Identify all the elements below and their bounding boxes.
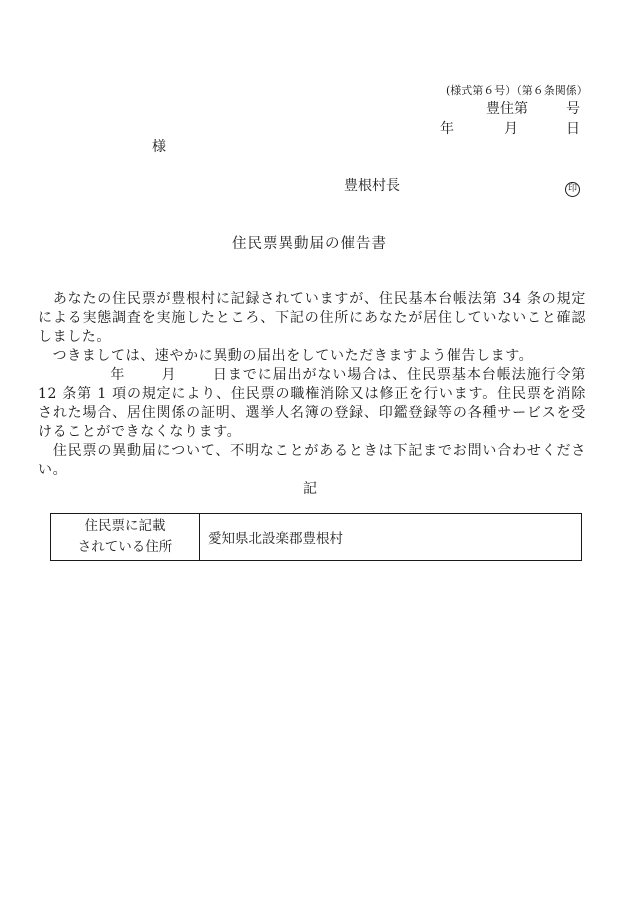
- address-table: [50, 513, 582, 561]
- paragraph-1: あなたの住民票が豊根村に記録されていますが、住民基本台帳法第 34 条の規定による実態調査を実施したところ、下記の住所にあなたが居住していないこと確認しました。: [38, 291, 586, 345]
- address-label-cell: [51, 514, 200, 561]
- date-day: 日: [566, 121, 580, 137]
- doc-number-prefix: 豊住第: [486, 101, 528, 117]
- sender-name: 豊根村長: [344, 178, 400, 194]
- addressee-suffix: 様: [152, 139, 166, 155]
- seal-icon: 印: [565, 182, 580, 197]
- address-label-line1: 住民票に記載: [84, 518, 166, 534]
- doc-number-suffix: 号: [566, 101, 580, 117]
- body-text: [38, 290, 586, 480]
- deadline-month: 月: [161, 367, 177, 383]
- deadline-year: 年: [110, 367, 126, 383]
- date-month: 月: [504, 121, 518, 137]
- address-value: 愛知県北設楽郡豊根村: [200, 514, 582, 561]
- date-year: 年: [440, 121, 454, 137]
- document-title: 住民票異動届の催告書: [232, 236, 387, 252]
- address-label-line2: されている住所: [77, 539, 173, 555]
- table-row: [51, 514, 582, 561]
- form-label: (様式第６号）（第６条関係）: [446, 84, 588, 97]
- seal-mark: [565, 176, 580, 197]
- paragraph-3: 年 月 日までに届出がない場合は、住民票基本台帳法施行令第 12 条第 1 項の規定により、住民票の職権消除又は修正を行います。住民票を消除された場合、居住関係の証明、選挙人名簿の登録、印鑑登録等の各種サービスを受けることができなくなります。: [38, 367, 586, 440]
- ki-heading: 記: [303, 481, 317, 497]
- paragraph-2: つきましては、速やかに異動の届出をしていただきますよう催告します。: [52, 348, 534, 364]
- paragraph-4: 住民票の異動届について、不明なことがあるときは下記までお問い合わせください。: [38, 443, 586, 478]
